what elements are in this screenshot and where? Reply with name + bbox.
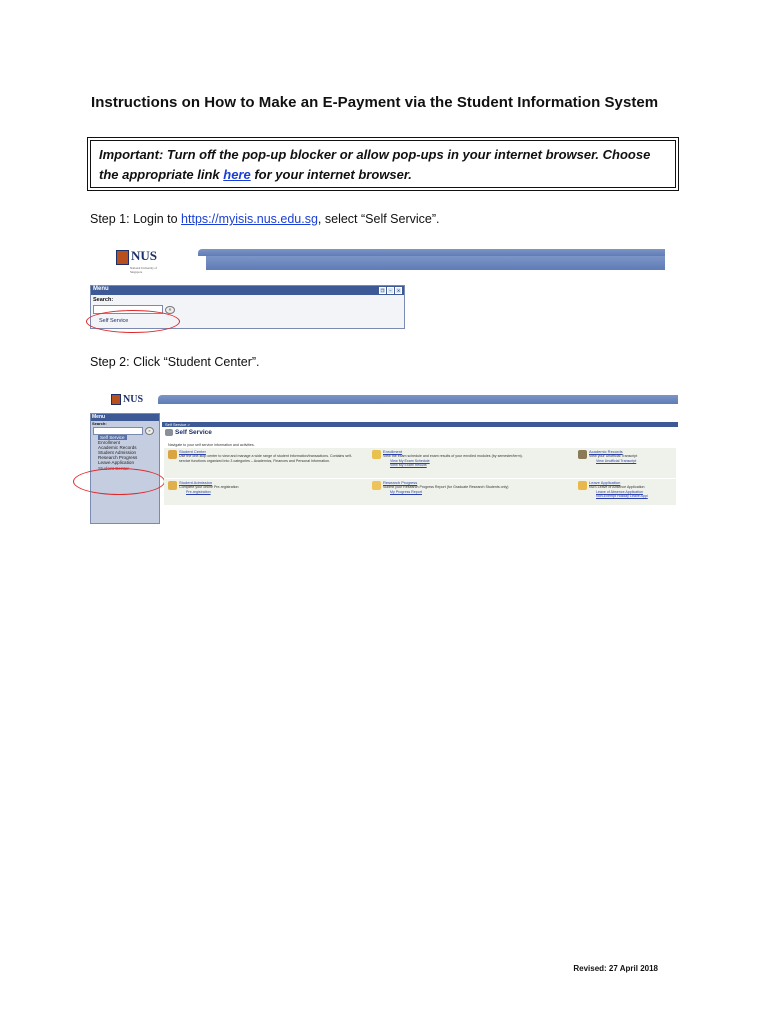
nus-logo-subtitle: National University of Singapore <box>130 266 157 274</box>
research-progress-icon <box>372 481 381 490</box>
menu-title-bar <box>91 286 404 295</box>
breadcrumb-bar <box>162 422 678 427</box>
tile-enrollment <box>383 450 563 468</box>
step-2: Step 2: Click “Student Center”. <box>90 355 260 369</box>
view-transcript-link[interactable]: View Unofficial Transcript <box>596 458 637 463</box>
tile-student-admission <box>179 481 359 494</box>
notice-text-before: Important: Turn off the pop-up blocker or allow pop-ups in your internet browser. Choose the appropriate link <box>99 147 651 182</box>
step-1-prefix: Step 1: Login to <box>90 212 182 226</box>
sidebar-search-input[interactable] <box>93 427 143 435</box>
screenshot-student-center <box>90 394 678 524</box>
academic-records-link[interactable]: Academic Records <box>589 449 623 454</box>
breadcrumb[interactable]: Self Service > <box>165 422 190 427</box>
view-exam-results-link[interactable]: View My Exam Results <box>390 463 427 468</box>
sidebar-item-student-admission[interactable]: Student Admission <box>98 450 137 456</box>
self-service-link[interactable]: Self Service <box>99 318 129 324</box>
academic-records-desc: View your Unofficial Transcript <box>589 454 638 459</box>
sidebar-go-button[interactable]: » <box>145 427 154 435</box>
page-title: Self Service <box>165 429 212 436</box>
student-admission-icon <box>168 481 177 490</box>
page-description: Navigate to your self service information and activities. <box>168 443 255 447</box>
tile-research-progress <box>383 481 573 494</box>
enrollment-desc: View the exam schedule and exam results of your enrolled modules (by semester/term). <box>383 454 523 459</box>
header-banner <box>158 395 678 404</box>
minimize-icon[interactable]: − <box>387 287 394 294</box>
browser-link[interactable]: here <box>223 167 251 182</box>
search-go-button[interactable]: » <box>165 306 175 314</box>
nus-crest-icon <box>116 250 129 265</box>
document-title: Instructions on How to Make an E-Payment via the Student Information System <box>91 94 659 111</box>
revised-date: Revised: 27 April 2018 <box>573 964 658 973</box>
nus-logo-small: NUS <box>111 394 143 405</box>
research-progress-desc: Submit your Research Progress Report (for Graduate Research Students only) <box>383 485 509 490</box>
student-center-icon <box>168 450 177 459</box>
student-center-desc: Use the one-stop center to view and manage a wide range of student information/transactions. Contains self-service functions organized into 3 categories – Academics, Finances and Personal Information. <box>179 454 352 463</box>
important-notice-text <box>99 145 669 185</box>
tile-leave-application <box>589 481 675 499</box>
sidebar-item-leave-application[interactable]: Leave Application <box>98 460 135 466</box>
restore-icon[interactable]: ❐ <box>380 288 385 293</box>
leave-application-icon <box>578 481 587 490</box>
student-admission-link[interactable]: Student Admission <box>179 480 213 485</box>
tile-academic-records <box>589 450 675 463</box>
leave-application-link[interactable]: Leave Application <box>589 480 621 485</box>
research-progress-link[interactable]: Research Progress <box>383 480 418 485</box>
sidebar-search-label: Search: <box>92 421 107 426</box>
leave-of-absence-link[interactable]: Leave of Absence Application <box>596 489 643 494</box>
notice-text-after: for your internet browser. <box>250 167 412 182</box>
enrollment-link[interactable]: Enrollment <box>383 449 403 454</box>
menu-title: Menu <box>93 286 109 292</box>
view-exam-schedule-link[interactable]: View My Exam Schedule <box>390 458 430 463</box>
sidebar-item-self-service[interactable]: Self Service <box>100 435 125 440</box>
student-center-link[interactable]: Student Center <box>179 449 206 454</box>
self-service-content <box>162 413 678 524</box>
nus-crest-icon <box>111 394 121 405</box>
pre-registration-link[interactable]: Pre-registration <box>186 489 211 494</box>
academic-records-icon <box>578 450 587 459</box>
enrollment-icon <box>372 450 381 459</box>
header-banner <box>198 249 665 256</box>
holiday-leave-link[interactable]: Non-Exempt Holiday Leave Appl <box>596 494 648 499</box>
sidebar-item-research-progress[interactable]: Research Progress <box>98 455 138 461</box>
tile-student-center <box>179 450 359 463</box>
search-label: Search: <box>93 297 114 303</box>
step-1 <box>90 212 440 226</box>
nus-logo: NUS National University of Singapore <box>116 248 157 265</box>
sidebar-item-enrollment[interactable]: Enrollment <box>98 440 120 446</box>
leave-application-desc: NUS Leave of Absence Application <box>589 485 645 490</box>
sidebar-item-academic-records[interactable]: Academic Records <box>98 445 137 451</box>
important-notice-box <box>87 137 679 191</box>
step-1-suffix: , select “Self Service”. <box>317 212 440 226</box>
close-icon[interactable]: ✕ <box>396 288 401 293</box>
header-banner-lower <box>206 256 665 270</box>
sidebar-item-student-center[interactable]: Student Center <box>98 465 129 471</box>
highlight-oval <box>86 310 180 333</box>
sidebar-title: Menu <box>91 414 159 421</box>
myisis-link[interactable]: https://myisis.nus.edu.sg <box>181 212 318 226</box>
student-admission-desc: Complete your online Pre-registration <box>179 485 239 490</box>
menu-window-buttons <box>378 287 402 294</box>
my-progress-report-link[interactable]: My Progress Report <box>390 489 422 494</box>
self-service-icon <box>165 429 173 436</box>
highlight-oval-student-center <box>73 465 165 495</box>
screenshot-self-service-menu <box>90 242 665 332</box>
